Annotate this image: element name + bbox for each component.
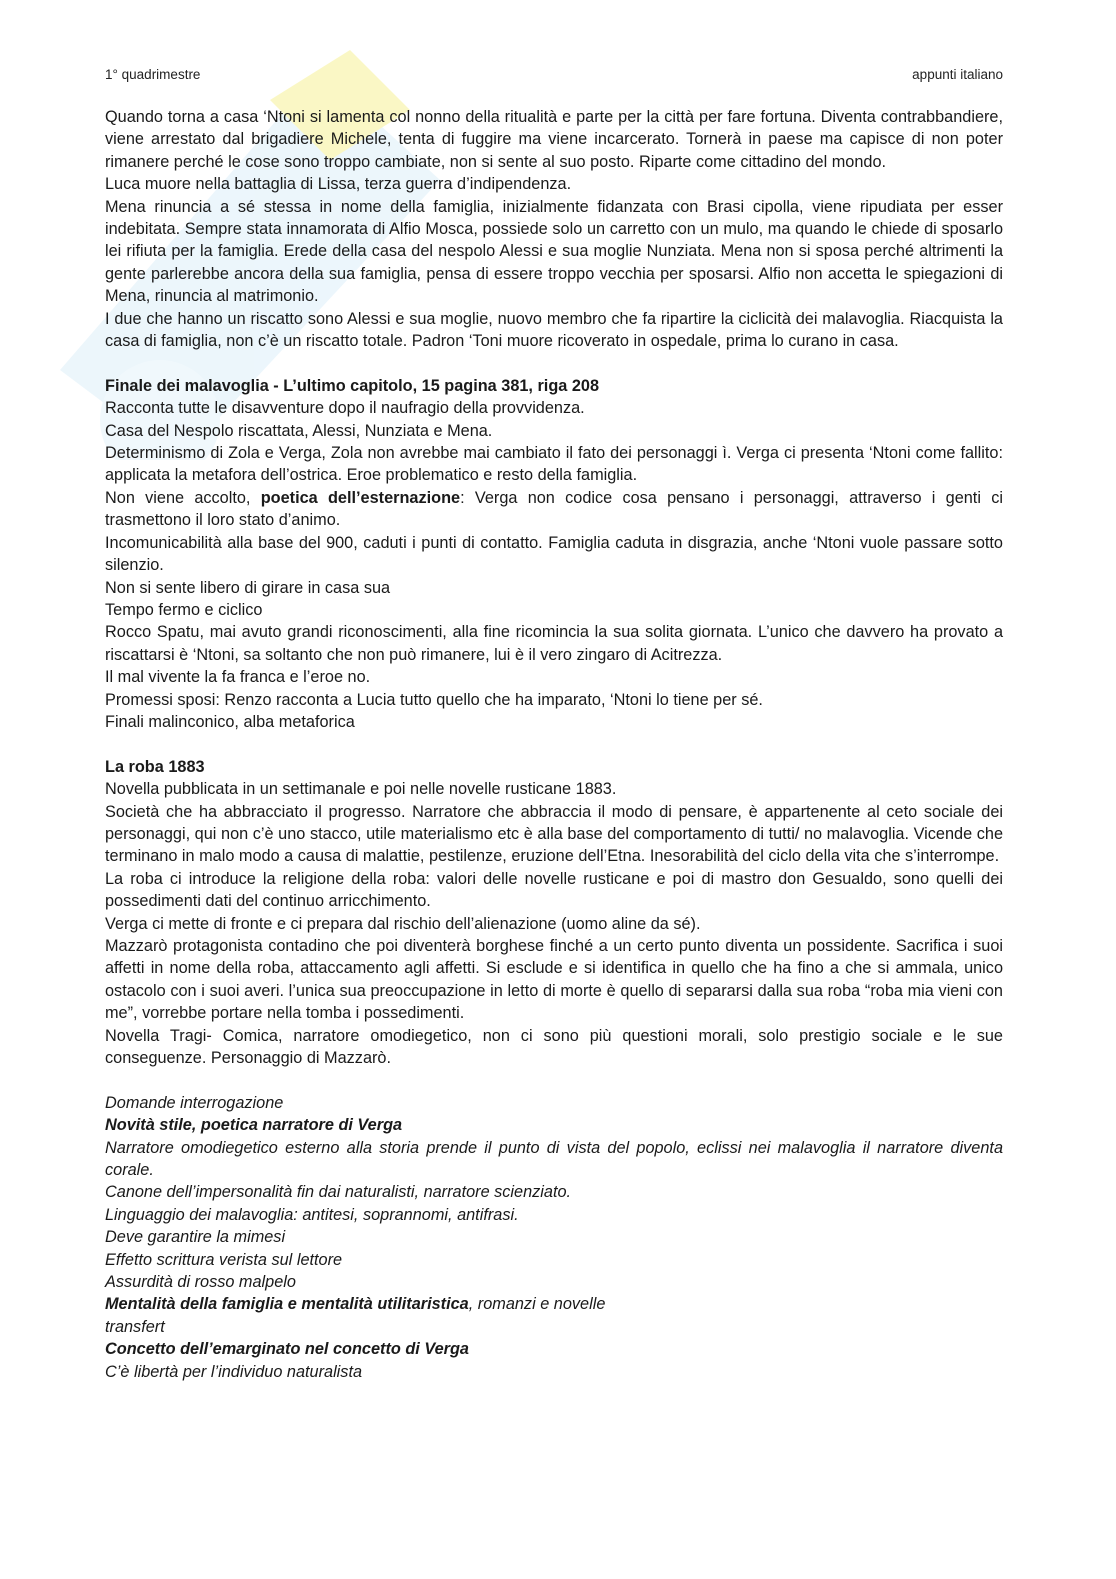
- section-heading: La roba 1883: [105, 757, 205, 776]
- bold-term: poetica dell’esternazione: [260, 488, 461, 507]
- text-run: Non viene accolto,: [105, 488, 261, 507]
- paragraph: Società che ha abbracciato il progresso. Narratore che abbraccia il modo di pensare, è appartenente al ceto sociale dei personaggi, qui non c’è uno stacco, utile materialismo etc è alla base del comportamento di tutti/ no malavoglia. Vicende che terminano in malo modo a causa di malattie, pestilenze, eruzione dell’Etna. Inesorabilità del ciclo della vita che s’interrompe.: [105, 802, 1003, 866]
- page-content: [105, 106, 1003, 1383]
- paragraph: Determinismo di Zola e Verga, Zola non avrebbe mai cambiato il fato dei personaggi ì. Verga ci presenta ‘Ntoni come fallito: applicata la metafora dell’ostrica. Eroe problematico e resto della famiglia.: [105, 444, 1003, 485]
- question: Novità stile, poetica narratore di Verga: [105, 1116, 403, 1135]
- paragraph: Incomunicabilità alla base del 900, caduti i punti di contatto. Famiglia caduta in disgrazia, anche ‘Ntoni vuole passare sotto silenzio.: [105, 533, 1003, 575]
- paragraph: Novella Tragi- Comica, narratore omodiegetico, non ci sono più questioni morali, solo prestigio sociale e le sue conseguenze. Personaggio di Mazzarò.: [105, 1026, 1003, 1068]
- question: [105, 1293, 1003, 1315]
- answer: Assurdità di rosso malpelo: [105, 1273, 296, 1292]
- paragraph: Novella pubblicata in un settimanale e poi nelle novelle rusticane 1883.: [105, 780, 617, 799]
- paragraph: Rocco Spatu, mai avuto grandi riconoscimenti, alla fine ricomincia la sua solita giornata. L’unico che davvero ha provato a riscattarsi è ‘Ntoni, sa soltanto che non può rimanere, lui è il vero zingaro di Acitrezza.: [105, 623, 1003, 664]
- header-left: 1° quadrimestre: [105, 67, 201, 82]
- paragraph: Tempo fermo e ciclico: [105, 600, 263, 619]
- answer: Deve garantire la mimesi: [105, 1228, 286, 1247]
- paragraph: Non si sente libero di girare in casa sua: [105, 578, 391, 597]
- paragraph: Il mal vivente la fa franca e l’eroe no.: [105, 668, 371, 687]
- section-heading: Finale dei malavoglia - L’ultimo capitolo, 15 pagina 381, riga 208: [105, 376, 600, 395]
- answer: C’è libertà per l’individuo naturalista: [105, 1362, 363, 1381]
- answer: Canone dell’impersonalità fin dai naturalisti, narratore scienziato.: [105, 1183, 572, 1202]
- paragraph: Casa del Nespolo riscattata, Alessi, Nunziata e Mena.: [105, 421, 493, 440]
- paragraph: Luca muore nella battaglia di Lissa, terza guerra d’indipendenza.: [105, 175, 572, 194]
- text-run: , romanzi e novelle: [468, 1295, 606, 1314]
- answer: Narratore omodiegetico esterno alla storia prende il punto di vista del popolo, eclissi nei malavoglia il narratore diventa corale.: [105, 1138, 1003, 1180]
- paragraph: Mazzarò protagonista contadino che poi diventerà borghese finché a un certo punto diventa un possidente. Sacrifica i suoi affetti in nome della roba, attaccamento agli affetti. Si esclude e si identifica in quello che ha fino a che si ammala, unico ostacolo con i suoi averi. l’unica sua preoccupazione in letto di morte è quello di separarsi dalla sua roba “roba mia vieni con me”, vorrebbe portare nella tomba i possedimenti.: [105, 937, 1003, 1023]
- paragraph: [105, 487, 1003, 532]
- paragraph: Quando torna a casa ‘Ntoni si lamenta col nonno della ritualità e parte per la città per fare fortuna. Diventa contrabbandiere, viene arrestato dal brigadiere Michele, tenta di fuggire ma viene incarcerato. Tornerà in paese ma capisce di non poter rimanere perché le cose sono troppo cambiate, non si sente al suo posto. Riparte come cittadino del mondo.: [105, 108, 1003, 171]
- paragraph: Verga ci mette di fronte e ci prepara dal rischio dell’alienazione (uomo aline da sé).: [105, 914, 701, 933]
- paragraph: La roba ci introduce la religione della roba: valori delle novelle rusticane e poi di mastro don Gesualdo, sono quelli dei possedimenti dati del continuo arricchimento.: [105, 869, 1003, 911]
- answer: Linguaggio dei malavoglia: antitesi, soprannomi, antifrasi.: [105, 1205, 519, 1224]
- text-run: : Verga non codice cosa pensano i personaggi, attraverso i genti ci trasmettono il loro stato d’animo.: [105, 488, 1003, 530]
- bold-term: Mentalità della famiglia e mentalità utilitaristica: [105, 1295, 469, 1314]
- paragraph: Promessi sposi: Renzo racconta a Lucia tutto quello che ha imparato, ‘Ntoni lo tiene per sé.: [105, 690, 763, 709]
- answer: Effetto scrittura verista sul lettore: [105, 1250, 343, 1269]
- section-heading: Domande interrogazione: [105, 1093, 284, 1112]
- paragraph: Finali malinconico, alba metaforica: [105, 712, 355, 731]
- paragraph: I due che hanno un riscatto sono Alessi e sua moglie, nuovo membro che fa ripartire la ciclicità dei malavoglia. Riacquista la casa di famiglia, non c’è un riscatto totale. Padron ‘Toni muore ricoverato in ospedale, prima lo curano in casa.: [105, 309, 1003, 351]
- paragraph: Racconta tutte le disavventure dopo il naufragio della provvidenza.: [105, 399, 585, 418]
- header-right: appunti italiano: [912, 67, 1003, 82]
- answer: transfert: [105, 1317, 165, 1336]
- question: Concetto dell’emarginato nel concetto di Verga: [105, 1340, 469, 1359]
- paragraph: Mena rinuncia a sé stessa in nome della famiglia, inizialmente fidanzata con Brasi cipolla, viene ripudiata per esser indebitata. Sempre stata innamorata di Alfio Mosca, possiede solo un carretto con un mulo, ma quando le chiede di sposarlo lei rifiuta per la famiglia. Erede della casa del nespolo Alessi e sua moglie Nunziata. Mena non si sposa perché altrimenti la gente parlerebbe ancora della sua famiglia, pensa di essere troppo vecchia per sposarsi. Alfio non accetta le spiegazioni di Mena, rinuncia al matrimonio.: [105, 197, 1003, 306]
